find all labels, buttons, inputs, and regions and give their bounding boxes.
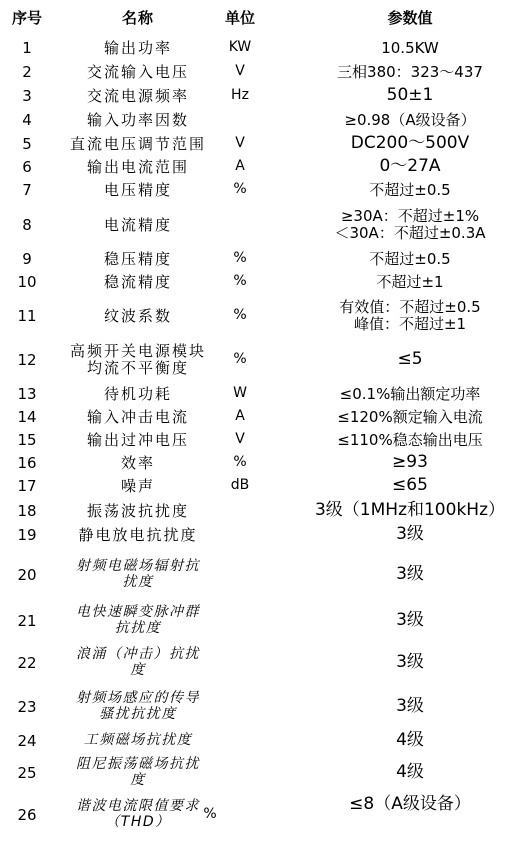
row-number: 2 — [22, 62, 32, 81]
row-unit: V — [235, 63, 245, 80]
row-value-line: ≤5 — [397, 349, 423, 370]
row-name-line: 扰度 — [122, 574, 154, 590]
row-number: 12 — [17, 350, 37, 369]
row-name — [58, 270, 218, 294]
row-value — [292, 642, 528, 684]
header-no: 序号 — [11, 8, 42, 27]
row-number: 13 — [17, 384, 37, 403]
row-value — [292, 598, 528, 644]
row-value — [292, 451, 528, 475]
table-row — [0, 382, 528, 406]
row-name — [58, 178, 218, 202]
header-unit: 单位 — [224, 8, 255, 27]
row-value — [292, 247, 528, 271]
row-number: 15 — [17, 430, 37, 449]
row-number: 6 — [22, 157, 32, 176]
table-row — [0, 552, 528, 598]
row-number: 8 — [22, 215, 32, 234]
row-number: 3 — [22, 86, 32, 105]
row-value — [292, 474, 528, 498]
row-name-line: 输入冲击电流 — [86, 407, 189, 426]
table-row — [0, 451, 528, 475]
table-row — [0, 523, 528, 547]
row-name — [58, 202, 218, 248]
row-value — [292, 499, 528, 523]
row-unit — [215, 202, 265, 248]
row-value — [292, 686, 528, 728]
row-value-line: ＜30A：不超过±0.3A — [334, 224, 486, 242]
row-value-line: 50±1 — [386, 85, 434, 106]
row-name — [58, 451, 218, 475]
row-unit: W — [233, 385, 247, 402]
row-name-line: 稳流精度 — [103, 272, 172, 291]
row-name — [58, 132, 218, 156]
row-number: 25 — [17, 763, 37, 782]
row-value — [292, 755, 528, 791]
row-name-line: 噪声 — [120, 476, 155, 495]
row-number: 21 — [17, 611, 37, 630]
row-unit — [215, 755, 265, 791]
row-name-line: 待机功耗 — [103, 384, 172, 403]
table-row — [0, 202, 528, 248]
row-name-line: 度 — [130, 662, 146, 678]
row-value-line: ≥93 — [392, 452, 428, 473]
row-number: 1 — [22, 38, 32, 57]
table-row — [0, 36, 528, 60]
row-value-line: 3级 — [396, 610, 424, 631]
row-value-line: 3级 — [396, 652, 424, 673]
row-number: 5 — [22, 134, 32, 153]
row-name — [58, 642, 218, 684]
table-row — [0, 247, 528, 271]
row-value-line: 不超过±0.5 — [369, 249, 451, 268]
row-name — [58, 499, 218, 523]
header-name: 名称 — [121, 8, 154, 27]
row-number: 23 — [17, 697, 37, 716]
row-number: 16 — [17, 453, 37, 472]
row-value-line: 3级 — [396, 564, 424, 585]
row-unit — [215, 729, 265, 753]
row-unit: A — [235, 408, 245, 425]
row-number: 11 — [17, 306, 37, 325]
row-value — [292, 405, 528, 429]
row-number: 17 — [17, 476, 37, 495]
table-row — [0, 270, 528, 294]
row-value-line: ≤8（A级设备） — [349, 794, 471, 814]
row-name-line: 高频开关电源模块 — [69, 342, 206, 361]
row-name — [58, 84, 218, 108]
row-number: 20 — [17, 565, 37, 584]
row-value-line: ≤0.1%输出额定功率 — [339, 384, 481, 403]
row-unit: KW — [228, 39, 252, 56]
row-unit: % — [233, 181, 247, 198]
table-row — [0, 340, 528, 380]
row-name — [58, 598, 218, 644]
row-value — [292, 552, 528, 598]
row-name-line: 效率 — [120, 453, 155, 472]
header-value: 参数值 — [387, 8, 433, 27]
row-value-line: 4级 — [396, 730, 424, 751]
table-row — [0, 293, 528, 339]
row-value-line: ≥0.98（A级设备） — [344, 110, 476, 129]
table-row — [0, 60, 528, 84]
row-value-line: 3级（1MHz和100kHz） — [314, 500, 505, 521]
row-name — [58, 293, 218, 339]
row-name-line: 工频磁场抗扰度 — [83, 732, 193, 749]
row-name — [58, 247, 218, 271]
table-row — [0, 499, 528, 523]
row-unit — [215, 523, 265, 547]
row-name — [58, 729, 218, 753]
row-name-line: 骚扰抗扰度 — [99, 706, 177, 722]
row-unit: V — [235, 431, 245, 448]
row-value — [292, 793, 528, 839]
row-unit — [215, 686, 265, 728]
row-value — [292, 132, 528, 156]
row-value — [292, 202, 528, 248]
row-number: 26 — [17, 805, 37, 824]
row-name-line: 电流精度 — [103, 215, 172, 234]
row-unit — [215, 552, 265, 598]
row-name — [58, 474, 218, 498]
row-name-line: 抗扰度 — [114, 620, 162, 636]
row-value — [292, 178, 528, 202]
row-name-line: 交流输入电压 — [86, 62, 189, 81]
table-row — [0, 84, 528, 108]
row-number: 10 — [17, 272, 37, 291]
row-name-line: 交流电源频率 — [86, 86, 189, 105]
row-name — [58, 155, 218, 179]
table-row — [0, 474, 528, 498]
row-name — [58, 60, 218, 84]
row-value-line: 3级 — [396, 696, 424, 717]
row-value-line: DC200～500V — [350, 133, 470, 154]
row-name-line: 振荡波抗扰度 — [86, 501, 189, 520]
table-row — [0, 793, 528, 837]
row-name — [58, 340, 218, 380]
row-value — [292, 155, 528, 179]
row-name — [58, 552, 218, 598]
row-value — [292, 428, 528, 452]
row-name-line: 谐波电流限值要求 — [76, 798, 200, 815]
row-unit — [215, 499, 265, 523]
row-value — [292, 270, 528, 294]
row-value-line: ≥30A：不超过±1% — [340, 207, 480, 226]
row-name-line: 静电放电抗扰度 — [78, 525, 198, 544]
row-name-line: 输出过冲电压 — [86, 430, 189, 449]
row-value-line: 不超过±0.5 — [369, 180, 451, 199]
row-name — [58, 405, 218, 429]
row-name-line: 输出电流范围 — [86, 157, 189, 176]
table-row — [0, 428, 528, 452]
row-value — [292, 382, 528, 406]
row-name-line: 阻尼振荡磁场抗扰 — [76, 756, 200, 773]
row-number: 14 — [17, 407, 37, 426]
row-unit: % — [233, 307, 247, 324]
row-unit: % — [233, 454, 247, 471]
row-value — [292, 729, 528, 753]
row-name — [58, 523, 218, 547]
table-row — [0, 132, 528, 156]
row-value-line: 三相380：323～437 — [337, 62, 483, 81]
row-value — [292, 108, 528, 132]
row-number: 4 — [22, 110, 32, 129]
row-value-line: 10.5KW — [381, 38, 439, 57]
row-value-line: ≤110%稳态输出电压 — [337, 430, 483, 449]
table-row — [0, 729, 528, 753]
row-name — [58, 382, 218, 406]
row-name-line: 电压精度 — [103, 180, 172, 199]
row-value — [292, 36, 528, 60]
row-name — [58, 108, 218, 132]
row-unit: % — [233, 250, 247, 267]
row-name — [58, 36, 218, 60]
row-value — [292, 84, 528, 108]
table-row — [0, 686, 528, 728]
row-unit — [215, 598, 265, 644]
row-unit: % — [203, 806, 217, 823]
row-number: 24 — [17, 731, 37, 750]
row-number: 18 — [17, 501, 37, 520]
table-row — [0, 598, 528, 644]
row-unit: Hz — [231, 87, 249, 104]
row-number: 7 — [22, 180, 32, 199]
row-number: 9 — [22, 249, 32, 268]
row-name-line: 稳压精度 — [103, 249, 172, 268]
row-name-line: （THD） — [105, 814, 171, 830]
row-unit — [215, 108, 265, 132]
table-row — [0, 108, 528, 132]
row-value — [292, 60, 528, 84]
row-name-line: 浪涌（冲击）抗扰 — [76, 646, 200, 663]
row-name-line: 均流不平衡度 — [86, 359, 189, 377]
row-name-line: 输入功率因数 — [86, 110, 189, 129]
row-name-line: 度 — [130, 772, 146, 788]
row-value-line: 有效值：不超过±0.5 — [339, 298, 481, 317]
row-name-line: 电快速瞬变脉冲群 — [76, 604, 200, 621]
row-number: 22 — [17, 653, 37, 672]
table-row — [0, 178, 528, 202]
row-value — [292, 293, 528, 339]
row-value-line: 0～27A — [379, 156, 441, 177]
row-value-line: 不超过±1 — [376, 272, 444, 291]
table-row — [0, 405, 528, 429]
row-value-line: ≤65 — [392, 475, 428, 496]
row-value-line: 峰值：不超过±1 — [353, 315, 467, 333]
row-name-line: 射频电磁场辐射抗 — [76, 558, 200, 575]
table-header — [0, 4, 528, 32]
row-value-line: 3级 — [396, 524, 424, 545]
row-number: 19 — [17, 525, 37, 544]
row-value — [292, 523, 528, 547]
row-name-line: 纹波系数 — [103, 306, 172, 325]
row-unit: dB — [230, 477, 250, 494]
row-name-line: 射频场感应的传导 — [76, 690, 200, 707]
row-value-line: 4级 — [396, 762, 424, 783]
row-unit — [215, 642, 265, 684]
table-row — [0, 642, 528, 684]
row-value-line: ≤120%额定输入电流 — [337, 407, 483, 426]
row-name — [58, 428, 218, 452]
table-row — [0, 155, 528, 179]
row-unit: A — [235, 158, 245, 175]
row-name-line: 直流电压调节范围 — [69, 134, 206, 153]
row-unit: % — [233, 351, 247, 368]
row-name-line: 输出功率 — [103, 38, 172, 57]
row-value — [292, 340, 528, 380]
row-unit: V — [235, 135, 245, 152]
row-unit: % — [233, 273, 247, 290]
row-name — [58, 686, 218, 728]
row-name — [58, 755, 218, 791]
table-row — [0, 755, 528, 791]
